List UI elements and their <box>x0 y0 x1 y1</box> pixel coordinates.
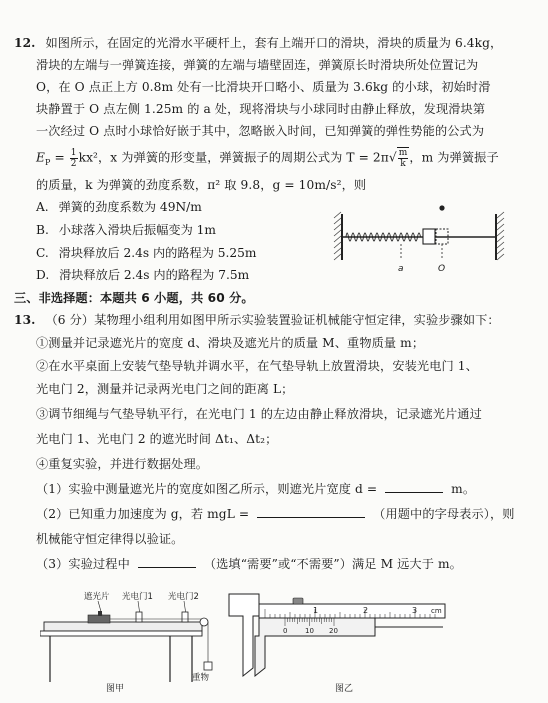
q12-line-4: 块静置于 O 点左侧 1.25m 的 a 处，现将滑块与小球同时由静止释放，发现滑块第 <box>36 102 486 116</box>
figure-yi-vernier-caliper <box>225 586 450 698</box>
q12-line-2: 滑块的左端与一弹簧连接，弹簧的左端与墙壁固连，弹簧原长时滑块所处位置记为 <box>36 58 479 72</box>
air-track <box>44 622 202 631</box>
option-d-label: D. <box>36 268 50 282</box>
main-tick-label-1: 1 <box>313 606 319 615</box>
section-3-heading: 三、非选择题：本题共 6 小题，共 60 分。 <box>14 291 254 305</box>
fraction-numerator: 1 <box>70 147 77 158</box>
q12-line-7: 的质量，k 为弹簧的劲度系数，π² 取 9.8，g = 10m/s²，则 <box>36 178 367 192</box>
table-top <box>40 631 202 636</box>
q13-part-2-cont: 机械能守恒定律得以验证。 <box>36 532 184 546</box>
q13-part-2 <box>36 504 515 524</box>
sqrt-denominator: k <box>400 159 406 169</box>
option-a-text: 弹簧的劲度系数为 49N/m <box>58 200 202 214</box>
right-wall <box>496 212 504 260</box>
sqrt-radicand <box>397 147 410 169</box>
half-fraction <box>70 148 78 169</box>
q13-number: 13. <box>14 313 36 327</box>
spring-figure <box>330 200 510 278</box>
formula-equals: = <box>50 150 69 165</box>
vernier-tick-label-10: 10 <box>305 627 314 635</box>
q13-intro: （6 分）某物理小组利用如图甲所示实验装置验证机械能守恒定律，实验步骤如下： <box>45 313 500 327</box>
sqrt-numerator: m <box>398 148 408 158</box>
shading-plate <box>98 611 102 616</box>
marker-a-label: a <box>398 264 404 274</box>
q13-step-3a: ③调节细绳与气垫导轨平行，在光电门 1 的左边由静止释放滑块，记录遮光片通过 <box>36 407 482 421</box>
q13-step-2b: 光电门 2，测量并记录两光电门之间的距离 L； <box>36 382 294 396</box>
main-tick-label-3: 3 <box>412 606 418 615</box>
formula-tail: ，m 为弹簧振子 <box>409 150 499 165</box>
part-3-tail: （选填“需要”或“不需要”）满足 M 远大于 m。 <box>203 557 462 571</box>
left-wall <box>334 212 342 260</box>
figure-jia-air-track <box>40 582 230 697</box>
part-1-unit: m。 <box>451 482 476 496</box>
main-scale-bar <box>259 604 445 618</box>
sqrt-sign: √ <box>388 150 397 165</box>
q13-step-3b: 光电门 1、光电门 2 的遮光时间 Δt₁、Δt₂； <box>36 432 278 446</box>
caption-yi: 图乙 <box>335 684 354 694</box>
q13-step-2a: ②在水平桌面上安装气垫导轨并调水平，在气垫导轨上放置滑块，安装光电门 1、 <box>36 359 478 373</box>
q13-step-1: ①测量并记录遮光片的宽度 d、滑块及遮光片的质量 M、重物质量 m； <box>36 336 425 350</box>
part-3-text: （3）实验过程中 <box>36 557 130 571</box>
q12-line-1 <box>14 33 502 53</box>
slider-block <box>423 229 435 244</box>
q13-part-1 <box>36 479 475 499</box>
option-a-label: A. <box>36 200 49 214</box>
option-a[interactable] <box>36 197 202 217</box>
q13-step-4: ④重复实验，并进行数据处理。 <box>36 457 209 471</box>
part-1-text: （1）实验中测量遮光片的宽度如图乙所示，则遮光片宽度 d = <box>36 482 378 496</box>
slider-knob <box>293 598 303 604</box>
option-d-text: 滑块释放后 2.4s 内的路程为 7.5m <box>59 268 250 282</box>
option-b-label: B. <box>36 223 49 237</box>
energy-subscript: P <box>45 157 51 167</box>
vernier-slider <box>255 618 375 676</box>
vernier-tick-label-20: 20 <box>329 627 338 635</box>
main-tick-label-2: 2 <box>363 606 369 615</box>
answer-blank-d[interactable] <box>385 480 443 493</box>
ball <box>439 205 444 210</box>
option-d[interactable] <box>36 265 249 285</box>
option-c-text: 滑块释放后 2.4s 内的路程为 5.25m <box>58 246 257 260</box>
q12-line-3: O，在 O 点正上方 0.8m 处有一比滑块开口略小、质量为 3.6kg 的小球，初始时滑 <box>36 80 491 94</box>
option-b[interactable] <box>36 220 216 240</box>
answer-blank-need[interactable] <box>138 555 196 568</box>
q12-formula-line <box>36 147 499 173</box>
label-shading-plate: 遮光片 <box>84 592 110 602</box>
q12-text-1: 如图所示，在固定的光滑水平硬杆上，套有上端开口的滑块，滑块的质量为 6.4kg， <box>45 36 503 50</box>
m-over-k <box>398 148 409 169</box>
fraction-denominator: 2 <box>70 158 77 169</box>
q13-part-3 <box>36 554 462 574</box>
q12-line-5: 一次经过 O 点时小球恰好嵌于其中，忽略嵌入时间，已知弹簧的弹性势能的公式为 <box>36 124 485 138</box>
energy-symbol: E <box>36 150 45 165</box>
q13-line-1 <box>14 310 500 330</box>
q12-number: 12. <box>14 36 36 50</box>
photogate-1 <box>136 612 142 622</box>
label-photogate-2: 光电门2 <box>168 592 199 602</box>
answer-blank-mgl[interactable] <box>257 505 365 518</box>
marker-o-label: O <box>438 264 446 274</box>
option-c[interactable] <box>36 243 256 263</box>
slider <box>88 615 110 623</box>
label-photogate-1: 光电门1 <box>122 592 153 602</box>
vernier-tick-label-0: 0 <box>283 627 288 635</box>
option-b-text: 小球落入滑块后振幅变为 1m <box>58 223 216 237</box>
pulley <box>200 618 208 626</box>
label-weight: 重物 <box>192 673 210 683</box>
part-2-tail: （用题中的字母表示），则 <box>373 507 515 521</box>
part-2-text: （2）已知重力加速度为 g，若 mgL = <box>36 507 250 521</box>
option-c-label: C. <box>36 246 49 260</box>
weight <box>204 662 212 670</box>
photogate-2 <box>182 612 188 622</box>
formula-kx-text: kx²，x 为弹簧的形变量，弹簧振子的周期公式为 T = 2π <box>78 150 389 165</box>
main-scale-unit: cm <box>431 607 442 615</box>
caption-jia: 图甲 <box>106 684 125 694</box>
